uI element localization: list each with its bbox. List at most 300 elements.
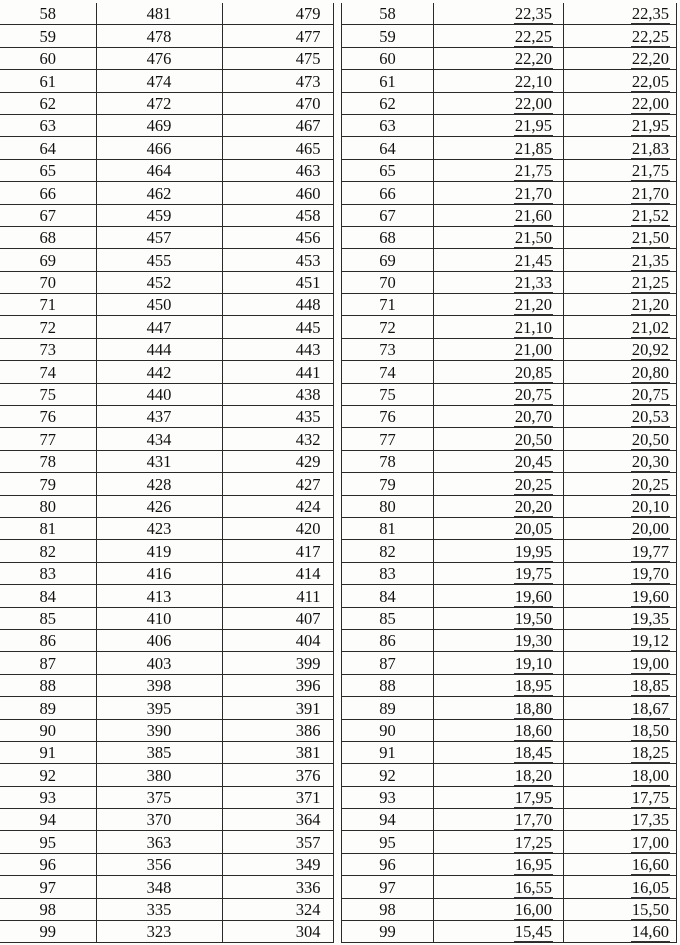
cell-value: 20,10: [631, 496, 669, 516]
cell-value: 21,95: [631, 116, 669, 136]
table-cell: 356: [96, 853, 222, 875]
table-cell: 67: [342, 204, 434, 226]
table-cell: 60: [342, 47, 434, 69]
table-cell: 424: [222, 495, 333, 517]
table-row: [0, 495, 333, 517]
table-row: [342, 607, 677, 629]
cell-value: 18,80: [514, 698, 552, 718]
table-cell: [434, 674, 564, 696]
cell-value: 19,95: [514, 541, 552, 561]
table-row: [0, 674, 333, 696]
table-cell: 97: [342, 876, 434, 898]
table-cell: 475: [222, 47, 333, 69]
table-row: [342, 562, 677, 584]
table-cell: 420: [222, 517, 333, 539]
table-row: [0, 585, 333, 607]
table-cell: [564, 495, 677, 517]
cell-value: 18,20: [514, 765, 552, 785]
cell-value: 20,92: [631, 340, 669, 360]
table-row: [342, 652, 677, 674]
table-row: [0, 898, 333, 920]
table-cell: 440: [96, 383, 222, 405]
table-row: [342, 226, 677, 248]
table-row: [0, 786, 333, 808]
table-cell: 84: [0, 585, 96, 607]
cell-value: 19,30: [514, 631, 552, 651]
table-cell: 89: [0, 697, 96, 719]
table-cell: 63: [342, 114, 434, 136]
cell-value: 19,60: [514, 586, 552, 606]
table-cell: [564, 898, 677, 920]
table-cell: [564, 517, 677, 539]
table-cell: 96: [0, 853, 96, 875]
cell-value: 19,77: [631, 541, 669, 561]
table-cell: 95: [342, 831, 434, 853]
table-row: [342, 70, 677, 92]
table-cell: [564, 809, 677, 831]
table-cell: 431: [96, 450, 222, 472]
table-row: [342, 741, 677, 763]
cell-value: 19,35: [631, 608, 669, 628]
cell-value: 18,50: [631, 720, 669, 740]
table-row: [342, 450, 677, 472]
table-cell: 80: [0, 495, 96, 517]
table-row: [0, 876, 333, 898]
cell-value: 21,20: [514, 295, 552, 315]
table-cell: [564, 876, 677, 898]
table-cell: 452: [96, 271, 222, 293]
table-cell: 478: [96, 25, 222, 47]
table-row: [0, 3, 333, 25]
cell-value: 20,85: [514, 362, 552, 382]
table-cell: 98: [0, 898, 96, 920]
cell-value: 21,33: [514, 273, 552, 293]
table-cell: [564, 674, 677, 696]
table-row: [342, 338, 677, 360]
cell-value: 22,20: [631, 49, 669, 69]
table-row: [342, 25, 677, 47]
cell-value: 22,25: [631, 26, 669, 46]
table-cell: 72: [0, 316, 96, 338]
table-cell: [434, 876, 564, 898]
table-cell: [564, 540, 677, 562]
table-cell: [434, 316, 564, 338]
table-cell: [434, 473, 564, 495]
table-cell: 428: [96, 473, 222, 495]
table-cell: 89: [342, 697, 434, 719]
table-cell: [564, 361, 677, 383]
table-row: [342, 406, 677, 428]
table-cell: 385: [96, 741, 222, 763]
table-cell: 363: [96, 831, 222, 853]
table-cell: 67: [0, 204, 96, 226]
table-row: [0, 921, 333, 943]
table-cell: 349: [222, 853, 333, 875]
table-cell: [434, 764, 564, 786]
table-cell: 335: [96, 898, 222, 920]
table-cell: 450: [96, 294, 222, 316]
cell-value: 19,12: [631, 631, 669, 651]
table-cell: [434, 585, 564, 607]
table-cell: 88: [0, 674, 96, 696]
cell-value: 20,25: [514, 474, 552, 494]
table-cell: 427: [222, 473, 333, 495]
table-cell: 73: [342, 338, 434, 360]
table-cell: 85: [342, 607, 434, 629]
table-cell: 470: [222, 92, 333, 114]
table-cell: 364: [222, 809, 333, 831]
table-cell: 390: [96, 719, 222, 741]
table-cell: 467: [222, 114, 333, 136]
table-cell: 82: [342, 540, 434, 562]
table-cell: 416: [96, 562, 222, 584]
table-cell: 459: [96, 204, 222, 226]
right-score-table: [341, 3, 677, 943]
cell-value: 22,00: [514, 93, 552, 113]
table-cell: [434, 383, 564, 405]
table-row: [0, 249, 333, 271]
cell-value: 21,52: [631, 205, 669, 225]
table-row: [342, 361, 677, 383]
table-cell: 81: [0, 517, 96, 539]
table-cell: [434, 70, 564, 92]
table-cell: 74: [0, 361, 96, 383]
cell-value: 16,00: [514, 900, 552, 920]
table-cell: 411: [222, 585, 333, 607]
table-cell: 442: [96, 361, 222, 383]
table-row: [0, 741, 333, 763]
cell-value: 19,50: [514, 608, 552, 628]
table-cell: 443: [222, 338, 333, 360]
table-cell: 66: [0, 182, 96, 204]
table-cell: 447: [96, 316, 222, 338]
table-cell: 79: [342, 473, 434, 495]
table-row: [0, 764, 333, 786]
table-cell: 398: [96, 674, 222, 696]
table-row: [0, 831, 333, 853]
cell-value: 21,75: [514, 161, 552, 181]
cell-value: 20,50: [631, 429, 669, 449]
table-row: [342, 383, 677, 405]
table-cell: 386: [222, 719, 333, 741]
table-cell: [434, 719, 564, 741]
table-cell: [564, 585, 677, 607]
table-cell: 73: [0, 338, 96, 360]
table-cell: 87: [0, 652, 96, 674]
table-cell: 464: [96, 159, 222, 181]
cell-value: 22,05: [631, 71, 669, 91]
table-cell: 437: [96, 406, 222, 428]
cell-value: 20,25: [631, 474, 669, 494]
table-cell: 65: [0, 159, 96, 181]
table-cell: 348: [96, 876, 222, 898]
table-cell: 413: [96, 585, 222, 607]
table-row: [342, 674, 677, 696]
table-cell: [434, 92, 564, 114]
table-cell: [564, 607, 677, 629]
table-cell: 62: [0, 92, 96, 114]
table-cell: [564, 182, 677, 204]
cell-value: 15,45: [514, 922, 552, 942]
table-cell: 429: [222, 450, 333, 472]
table-cell: 66: [342, 182, 434, 204]
table-cell: [434, 428, 564, 450]
table-row: [0, 271, 333, 293]
table-cell: [434, 652, 564, 674]
table-cell: [434, 25, 564, 47]
table-row: [0, 652, 333, 674]
table-cell: [564, 271, 677, 293]
table-cell: 76: [0, 406, 96, 428]
table-cell: [564, 697, 677, 719]
table-cell: 370: [96, 809, 222, 831]
cell-value: 22,10: [514, 71, 552, 91]
table-cell: 477: [222, 25, 333, 47]
table-cell: [434, 831, 564, 853]
table-cell: 406: [96, 629, 222, 651]
cell-value: 20,75: [514, 385, 552, 405]
table-cell: 75: [0, 383, 96, 405]
cell-value: 22,00: [631, 93, 669, 113]
table-cell: 93: [342, 786, 434, 808]
table-cell: [434, 786, 564, 808]
cell-value: 17,25: [514, 832, 552, 852]
table-row: [342, 92, 677, 114]
table-row: [0, 629, 333, 651]
table-cell: [564, 92, 677, 114]
cell-value: 18,25: [631, 743, 669, 763]
table-cell: 410: [96, 607, 222, 629]
table-row: [0, 316, 333, 338]
table-cell: 76: [342, 406, 434, 428]
table-cell: 396: [222, 674, 333, 696]
table-cell: 419: [96, 540, 222, 562]
cell-value: 17,00: [631, 832, 669, 852]
table-cell: [564, 786, 677, 808]
table-cell: 324: [222, 898, 333, 920]
table-row: [342, 294, 677, 316]
table-cell: 391: [222, 697, 333, 719]
cell-value: 20,45: [514, 452, 552, 472]
cell-value: 18,45: [514, 743, 552, 763]
table-row: [342, 159, 677, 181]
cell-value: 18,67: [631, 698, 669, 718]
table-cell: [564, 764, 677, 786]
table-cell: 85: [0, 607, 96, 629]
table-row: [0, 473, 333, 495]
table-cell: 466: [96, 137, 222, 159]
table-cell: 457: [96, 226, 222, 248]
table-row: [0, 204, 333, 226]
table-cell: 435: [222, 406, 333, 428]
cell-value: 21,83: [631, 138, 669, 158]
table-cell: 59: [342, 25, 434, 47]
cell-value: 21,02: [631, 317, 669, 337]
table-row: [342, 585, 677, 607]
table-cell: [564, 473, 677, 495]
table-cell: [564, 741, 677, 763]
table-row: [0, 137, 333, 159]
table-cell: 61: [0, 70, 96, 92]
table-cell: 463: [222, 159, 333, 181]
table-cell: [434, 540, 564, 562]
cell-value: 21,60: [514, 205, 552, 225]
table-cell: 78: [0, 450, 96, 472]
cell-value: 16,05: [631, 877, 669, 897]
table-row: [342, 114, 677, 136]
table-cell: [434, 495, 564, 517]
table-cell: 75: [342, 383, 434, 405]
table-cell: 69: [0, 249, 96, 271]
cell-value: 20,30: [631, 452, 669, 472]
table-cell: 472: [96, 92, 222, 114]
table-cell: 460: [222, 182, 333, 204]
table-cell: 469: [96, 114, 222, 136]
table-cell: [564, 25, 677, 47]
table-cell: [434, 338, 564, 360]
cell-value: 20,70: [514, 407, 552, 427]
cell-value: 21,70: [514, 183, 552, 203]
table-cell: 404: [222, 629, 333, 651]
table-row: [342, 697, 677, 719]
table-cell: 93: [0, 786, 96, 808]
cell-value: 18,00: [631, 765, 669, 785]
table-cell: 476: [96, 47, 222, 69]
table-cell: 465: [222, 137, 333, 159]
table-cell: 90: [342, 719, 434, 741]
table-cell: [434, 226, 564, 248]
table-row: [0, 361, 333, 383]
table-cell: 455: [96, 249, 222, 271]
cell-value: 22,35: [631, 4, 669, 24]
table-row: [342, 473, 677, 495]
table-row: [342, 271, 677, 293]
cell-value: 17,75: [631, 788, 669, 808]
table-cell: 441: [222, 361, 333, 383]
cell-value: 21,10: [514, 317, 552, 337]
table-cell: 417: [222, 540, 333, 562]
table-cell: [564, 226, 677, 248]
table-cell: [434, 137, 564, 159]
table-cell: 90: [0, 719, 96, 741]
table-cell: 64: [0, 137, 96, 159]
table-cell: [564, 249, 677, 271]
table-cell: 91: [342, 741, 434, 763]
table-cell: 82: [0, 540, 96, 562]
cell-value: 21,70: [631, 183, 669, 203]
table-cell: 58: [342, 3, 434, 25]
table-cell: 96: [342, 853, 434, 875]
table-cell: 451: [222, 271, 333, 293]
table-cell: [564, 719, 677, 741]
cell-value: 15,50: [631, 900, 669, 920]
table-cell: [434, 517, 564, 539]
table-cell: 81: [342, 517, 434, 539]
table-cell: 71: [0, 294, 96, 316]
table-cell: [564, 450, 677, 472]
table-row: [342, 47, 677, 69]
table-cell: [434, 249, 564, 271]
table-row: [342, 831, 677, 853]
table-cell: 426: [96, 495, 222, 517]
table-cell: 99: [0, 921, 96, 943]
table-cell: 444: [96, 338, 222, 360]
cell-value: 19,75: [514, 564, 552, 584]
table-cell: 97: [0, 876, 96, 898]
table-cell: 479: [222, 3, 333, 25]
cell-value: 18,85: [631, 676, 669, 696]
cell-value: 21,85: [514, 138, 552, 158]
table-row: [342, 495, 677, 517]
table-cell: 94: [342, 809, 434, 831]
table-cell: 462: [96, 182, 222, 204]
cell-value: 17,35: [631, 810, 669, 830]
table-cell: 473: [222, 70, 333, 92]
table-cell: [564, 629, 677, 651]
table-cell: 453: [222, 249, 333, 271]
cell-value: 18,60: [514, 720, 552, 740]
table-cell: 414: [222, 562, 333, 584]
cell-value: 16,95: [514, 855, 552, 875]
table-cell: [564, 114, 677, 136]
table-row: [0, 809, 333, 831]
table-cell: [564, 3, 677, 25]
cell-value: 21,50: [631, 228, 669, 248]
table-cell: [564, 428, 677, 450]
table-cell: 60: [0, 47, 96, 69]
table-cell: [434, 47, 564, 69]
table-row: [0, 294, 333, 316]
table-row: [0, 70, 333, 92]
table-cell: 403: [96, 652, 222, 674]
table-cell: [564, 338, 677, 360]
table-cell: 86: [0, 629, 96, 651]
table-cell: 92: [342, 764, 434, 786]
table-cell: 84: [342, 585, 434, 607]
table-cell: 381: [222, 741, 333, 763]
table-row: [342, 428, 677, 450]
cell-value: 21,00: [514, 340, 552, 360]
table-cell: 399: [222, 652, 333, 674]
table-row: [0, 226, 333, 248]
table-cell: 91: [0, 741, 96, 763]
table-row: [342, 853, 677, 875]
table-row: [342, 182, 677, 204]
table-cell: 62: [342, 92, 434, 114]
table-cell: [564, 831, 677, 853]
table-cell: [434, 294, 564, 316]
table-cell: 74: [342, 361, 434, 383]
table-cell: 58: [0, 3, 96, 25]
table-row: [342, 137, 677, 159]
table-cell: 380: [96, 764, 222, 786]
table-cell: 87: [342, 652, 434, 674]
table-cell: 432: [222, 428, 333, 450]
table-row: [0, 47, 333, 69]
table-cell: 481: [96, 3, 222, 25]
table-row: [342, 517, 677, 539]
table-row: [0, 540, 333, 562]
table-row: [0, 428, 333, 450]
cell-value: 17,70: [514, 810, 552, 830]
table-cell: [434, 921, 564, 943]
table-row: [342, 764, 677, 786]
cell-value: 22,35: [514, 4, 552, 24]
table-row: [0, 182, 333, 204]
table-row: [0, 607, 333, 629]
cell-value: 19,10: [514, 653, 552, 673]
table-cell: 71: [342, 294, 434, 316]
